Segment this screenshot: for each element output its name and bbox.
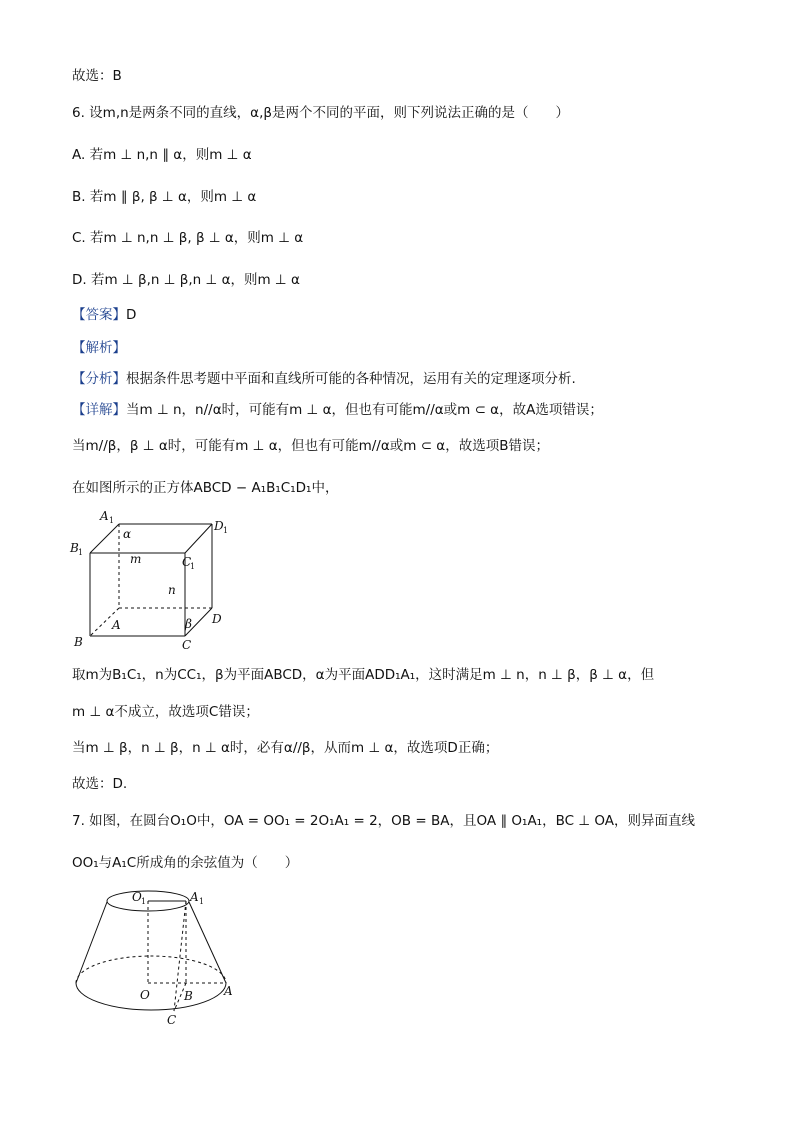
frustum-figure [70, 885, 245, 1025]
detail-text-1: 当m ⊥ n，n//α时，可能有m ⊥ α，但也有可能m//α或m ⊂ α，故A选项错误； [126, 402, 603, 418]
label-b1-sub: 1 [78, 548, 84, 557]
text-line-1: 故选：B [72, 68, 122, 84]
label-a1-sub: 1 [109, 516, 115, 525]
answer-tag: 【答案】 [72, 307, 126, 323]
option-b: B. 若m ∥ β, β ⊥ α，则m ⊥ α [72, 189, 257, 205]
label-n: n [168, 583, 176, 597]
fenxi-line [72, 370, 576, 388]
label-a1: A [100, 509, 109, 523]
detail-line-5: m ⊥ α不成立，故选项C错误； [72, 704, 259, 720]
cube-figure [64, 508, 234, 654]
label-d1: D [214, 519, 224, 533]
label-a: A [112, 618, 121, 632]
option-c: C. 若m ⊥ n,n ⊥ β, β ⊥ α，则m ⊥ α [72, 230, 304, 246]
question-7-stem-1: 7. 如图，在圆台O₁O中，OA = OO₁ = 2O₁A₁ = 2，OB = BA，且OA ∥ O₁A₁，BC ⊥ OA，则异面直线 [72, 813, 696, 829]
detail-line-2: 当m//β，β ⊥ α时，可能有m ⊥ α，但也有可能m//α或m ⊂ α，故选项B错误； [72, 438, 549, 454]
analysis-tag: 【解析】 [72, 340, 126, 356]
label-o1: O [132, 890, 142, 904]
label-c1-sub: 1 [190, 562, 196, 571]
answer-line [72, 306, 136, 324]
label-o1-sub: 1 [141, 897, 147, 906]
detail-tag: 【详解】 [72, 402, 126, 418]
label-c1: C [182, 555, 192, 569]
label-d: D [212, 612, 222, 626]
detail-line-1 [72, 401, 603, 419]
conclusion-line: 故选：D. [72, 776, 128, 792]
label-d1-sub: 1 [223, 526, 229, 535]
question-7-stem-2: OO₁与A₁C所成角的余弦值为（ ） [72, 855, 299, 871]
label-c: C [182, 638, 192, 652]
label-fa: A [224, 984, 233, 998]
label-beta: β [185, 617, 192, 631]
label-fa1-sub: 1 [199, 897, 205, 906]
label-fc: C [167, 1013, 177, 1025]
detail-line-6: 当m ⊥ β，n ⊥ β，n ⊥ α时，必有α//β，从而m ⊥ α，故选项D正确； [72, 740, 499, 756]
label-m: m [130, 552, 142, 566]
question-6-stem: 6. 设m,n是两条不同的直线，α,β是两个不同的平面，则下列说法正确的是（ ） [72, 105, 569, 121]
fenxi-tag: 【分析】 [72, 371, 126, 387]
option-a: A. 若m ⊥ n,n ∥ α，则m ⊥ α [72, 147, 252, 163]
label-fb: B [184, 989, 193, 1003]
label-b: B [74, 635, 83, 649]
answer-value: D [126, 307, 137, 323]
detail-line-3: 在如图所示的正方体ABCD − A₁B₁C₁D₁中， [72, 480, 339, 496]
label-b1: B [70, 541, 79, 555]
label-alpha: α [123, 527, 132, 541]
analysis-tag-line [72, 339, 126, 357]
option-d: D. 若m ⊥ β,n ⊥ β,n ⊥ α，则m ⊥ α [72, 272, 300, 288]
label-fa1: A [190, 890, 199, 904]
label-o: O [140, 988, 150, 1002]
fenxi-text: 根据条件思考题中平面和直线所可能的各种情况，运用有关的定理逐项分析. [126, 371, 576, 387]
detail-line-4: 取m为B₁C₁，n为CC₁，β为平面ABCD，α为平面ADD₁A₁，这时满足m ⊥ n，n ⊥ β，β ⊥ α，但 [72, 667, 655, 683]
